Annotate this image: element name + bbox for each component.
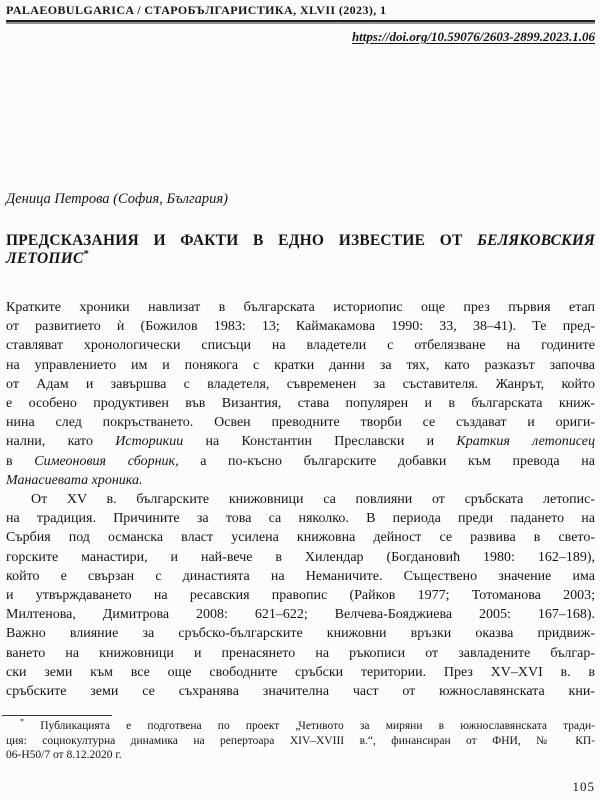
article-body	[6, 298, 595, 701]
text-line: в Симеоновия сборник, а по-късно българските добавки към превода на	[6, 453, 595, 469]
article-title	[6, 232, 595, 268]
text-line: нина след покръстването. Освен преводните творби се създават и ориги-	[6, 415, 595, 431]
text-line: и утвърждаването на ресавския правопис (Райков 1977; Тотоманова 2003;	[6, 588, 595, 604]
text-line: * Публикацията е подготвена по проект „Четивото за миряни в южнославянската тради-	[20, 717, 595, 733]
text-line: е особено продуктивен във Византия, става популярен и в българската книж-	[6, 396, 595, 412]
text-line: ция: социокултурна динамика на репертоара XIV–XVIII в.“, финансиран от ФНИ, № КП-	[6, 734, 595, 747]
text-line: Важно влияние за сръбско-българските книжовни връзки оказва придвиж-	[6, 626, 595, 642]
text-line: ПРЕДСКАЗАНИЯ И ФАКТИ В ЕДНО ИЗВЕСТИЕ ОТ БЕЛЯКОВСКИЯ	[6, 232, 595, 249]
text-line: който е свързан с династията на Неманичите. Съществено значение има	[6, 568, 595, 584]
text-line: Манасиевата хроника.	[6, 472, 143, 488]
text-line: Милтенова, Димитрова 2008: 621–622; Велчева-Бояджиева 2005: 167–168).	[6, 607, 595, 623]
footnote-rule	[2, 715, 112, 716]
text-line: Сърбия под османска власт усилена книжовна дейност се развива в свето-	[6, 530, 595, 546]
text-line: сръбските земи се съхранява значителна част от южнославянската кни-	[6, 684, 595, 700]
header-rule	[6, 20, 595, 24]
text-line: на традиция. Причините за това са няколко. В периода преди падането на	[6, 511, 595, 527]
text-line: 06-Н50/7 от 8.12.2020 г.	[6, 749, 122, 762]
journal-header: PALAEOBULGARICA / СТАРОБЪЛГАРИСТИКА, XLVII (2023), 1	[6, 3, 387, 17]
text-line: от Адам и завършва с владетеля, съвременен за съставителя. Жанрът, който	[6, 376, 595, 392]
text-line: От XV в. българските книжовници са повлияни от сръбската летопис-	[31, 492, 595, 508]
paragraph	[6, 490, 595, 701]
text-line: ването на книжовници и пренасянето на ръкописи от завладените българ-	[6, 645, 595, 661]
text-line: нални, като Историкии на Константин Преславски и Краткия летописец	[6, 434, 595, 450]
text-line: ставляват хронологически списъци на владетели с отбелязване на годините	[6, 338, 595, 354]
paragraph	[6, 298, 595, 490]
footnote	[6, 719, 595, 763]
text-line: ЛЕТОПИС*	[6, 247, 90, 267]
text-line: на управлението им и понякога с кратки данни за тях, като разказът започва	[6, 357, 595, 373]
text-line: Кратките хроники навлизат в българската историопис още през първия етап	[6, 300, 595, 315]
doi-link[interactable]: https://doi.org/10.59076/2603-2899.2023.1.06	[351, 29, 595, 44]
text-line: от развитието ѝ (Божилов 1983: 13; Каймакамова 1990: 33, 38–41). Те пред-	[6, 319, 595, 335]
text-line: ски земи към все още свободните сръбски територии. През XV–XVI в. в	[6, 664, 595, 680]
author-line: Деница Петрова (София, България)	[6, 191, 228, 207]
text-line: горските манастири, и най-вече в Хилендар (Богдановиħ 1980: 162–189),	[6, 549, 595, 565]
page-number: 105	[572, 779, 595, 795]
